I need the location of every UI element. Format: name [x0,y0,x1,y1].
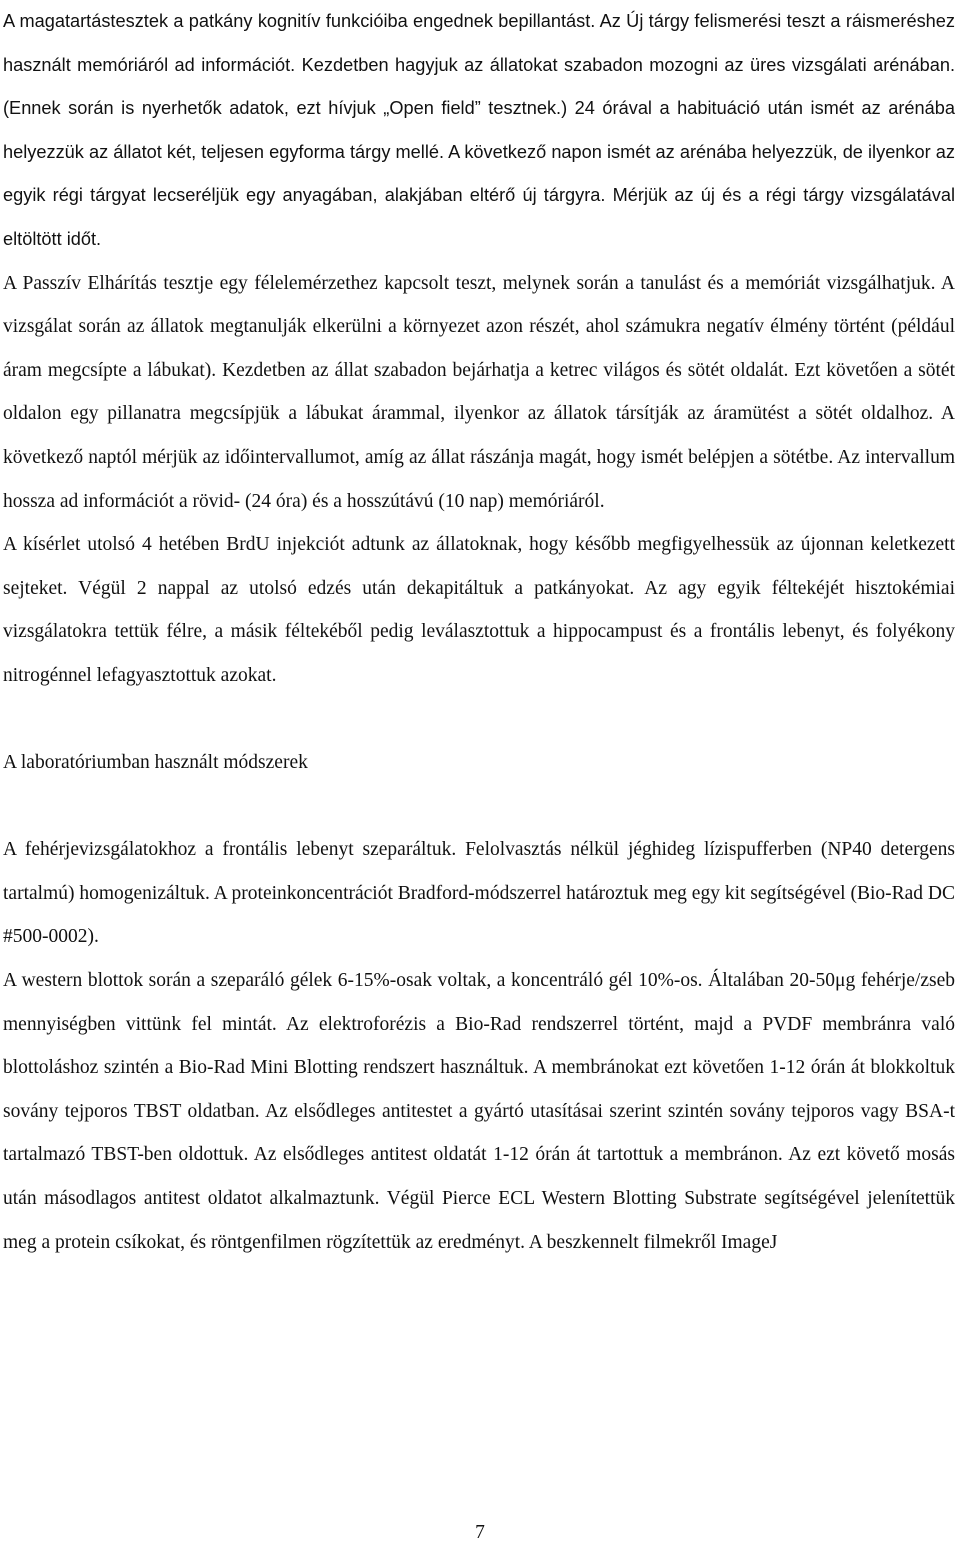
spacer [3,698,955,742]
paragraph-western-blot: A western blottok során a szeparáló gélek 6-15%-osak voltak, a koncentráló gél 10%-os. Általában 20-50μg fehérje/zseb mennyiségben vittünk fel mintát. Az elektroforézis a Bio-Rad rendszerrel történt, majd a PVDF membránra való blottoláshoz szintén a Bio-Rad Mini Blotting rendszert használtuk. A membránokat ezt követően 1-12 órán át blokkoltuk sovány tejporos TBST oldatban. Az elsődleges antitestet a gyártó utasításai szerint szintén sovány tejporos vagy BSA-t tartalmazó TBST-ben oldottuk. Az elsődleges antitest oldatát 1-12 órán át tartottuk a membránon. Az ezt követő mosás után másodlagos antitest oldatot alkalmaztunk. Végül Pierce ECL Western Blotting Substrate segítségével jelenítettük meg a protein csíkokat, és röntgenfilmen rögzítettük az eredményt. A beszkennelt filmekről ImageJ [3,970,955,1253]
section-heading: A laboratóriumban használt módszerek [3,752,308,774]
paragraph-brdu-injection: A kísérlet utolsó 4 hetében BrdU injekciót adtunk az állatoknak, hogy később megfigyelhessük az újonnan keletkezett sejteket. Végül 2 nappal az utolsó edzés után dekapitáltuk a patkányokat. Az agy egyik féltekéjét hisztokémiai vizsgálatokra tettük félre, a másik féltekéből pedig leválasztottuk a hippocampust és a frontális lebenyt, és folyékony nitrogénnel lefagyasztottuk azokat. [3,534,955,686]
paragraph-protein-assay: A fehérjevizsgálatokhoz a frontális lebenyt szeparáltuk. Felolvasztás nélkül jéghideg lízispufferben (NP40 detergens tartalmú) homogenizáltuk. A proteinkoncentrációt Bradford-módszerrel határoztuk meg egy kit segítségével (Bio-Rad DC #500-0002). [3,839,955,948]
page-number: 7 [475,1522,485,1543]
spacer [3,785,955,829]
paragraph-passive-avoidance: A Passzív Elhárítás tesztje egy félelemérzethez kapcsolt teszt, melynek során a tanulást és a memóriát vizsgálhatjuk. A vizsgálat során az állatok megtanulják elkerülni a környezet azon részét, ahol számukra negatív élmény történt (például áram megcsípte a lábukat). Kezdetben az állat szabadon bejárhatja a ketrec világos és sötét oldalát. Ezt követően a sötét oldalon egy pillanatra megcsípjük a lábukat árammal, ilyenkor az állatok társítják az áramütést a sötét oldalhoz. A következő naptól mérjük az időintervallumot, amíg az állat rászánja magát, hogy ismét belépjen a sötétbe. Az intervallum hossza ad információt a rövid- (24 óra) és a hosszútávú (10 nap) memóriáról. [3,272,955,512]
document-body [3,0,955,1264]
paragraph-behavior-tests: A magatartástesztek a patkány kognitív funkcióiba engednek bepillantást. Az Új tárgy felismerési teszt a ráismeréshez használt memóriáról ad információt. Kezdetben hagyjuk az állatokat szabadon mozogni az üres vizsgálati arénában. (Ennek során is nyerhetők adatok, ezt hívjuk „Open field” tesztnek.) 24 órával a habituáció után ismét az arénába helyezzük az állatot két, teljesen egyforma tárgy mellé. A következő napon ismét az arénába helyezzük, de ilyenkor az egyik régi tárgyat lecseréljük egy anyagában, alakjában eltérő új tárgyra. Mérjük az új és a régi tárgy vizsgálatával eltöltött időt. [3,11,955,249]
